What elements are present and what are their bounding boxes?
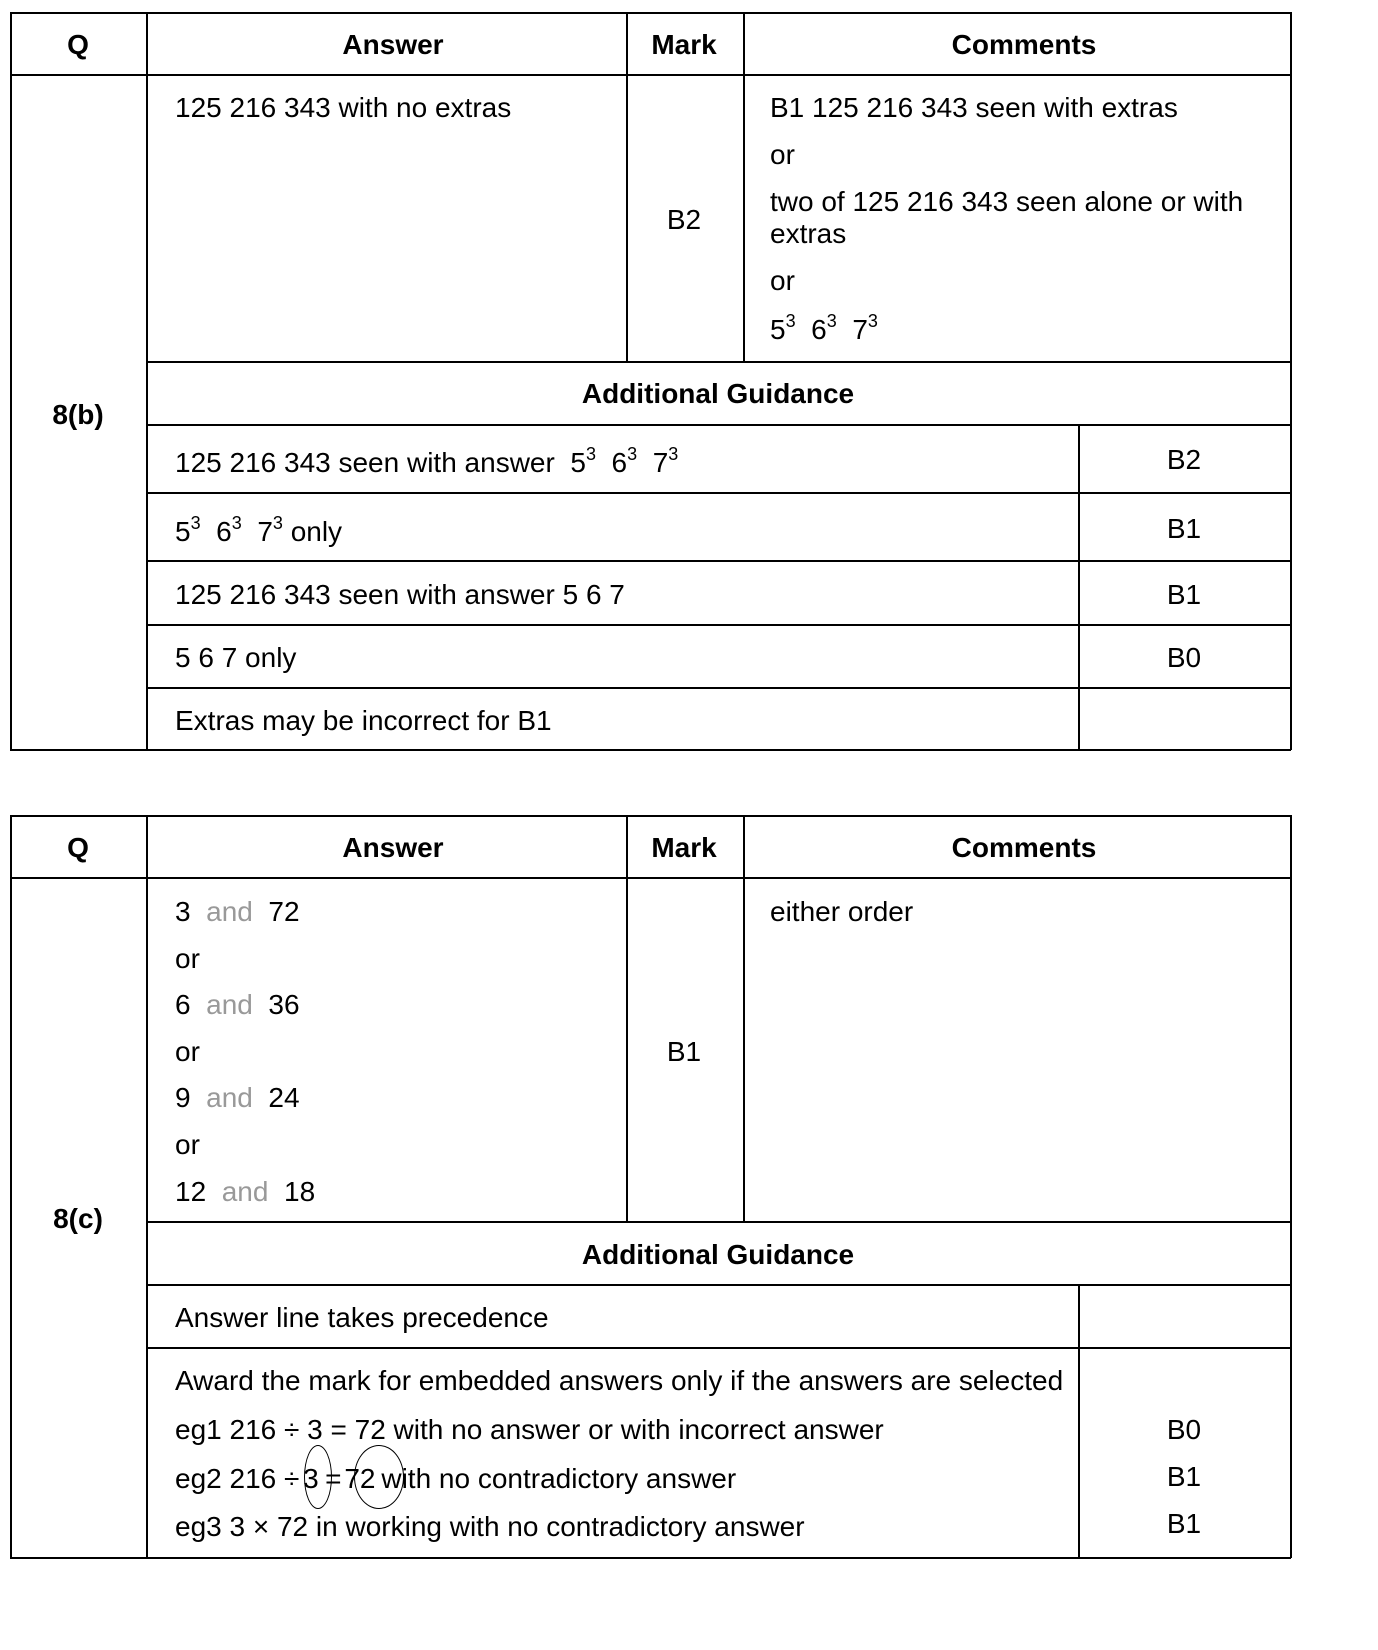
guidance-title: Additional Guidance [581,378,855,409]
power-exponent: 3 [190,513,201,533]
power-exponent: 3 [627,444,638,464]
rule [146,1221,1291,1223]
rule [10,815,12,1558]
answer-b: 36 [268,989,300,1020]
rule [146,560,1291,562]
eg2-selected-72: 72 [344,1463,376,1494]
power-exponent: 3 [272,513,283,533]
rule [146,687,1291,689]
guidance-mark: B0 [1166,642,1202,673]
example-eg2 [175,1465,736,1493]
eg2-prefix: eg2 216 ÷ [175,1463,300,1494]
power-exponent: 3 [231,513,242,533]
header-answer: Answer [342,29,444,60]
rule [146,624,1291,626]
question-number: 8(b) [52,399,104,430]
power-base: 7 [852,314,868,345]
answer-and: and [206,896,253,927]
power-base: 7 [257,516,273,547]
rule [146,1284,1291,1286]
power-base: 6 [611,447,628,478]
selection-circle [354,1445,404,1509]
answer-b: 18 [284,1176,316,1207]
comment-line: extras [770,218,847,249]
example-eg1: eg1 216 ÷ 3 = 72 with no answer or with incorrect answer [175,1414,884,1445]
guidance-text-main: 125 216 343 seen with answer [175,447,555,478]
rule [10,749,1291,751]
rule [10,12,1291,14]
answer-pair [175,991,300,1019]
comment-line: either order [770,896,914,927]
guidance-mark: B1 [1166,1461,1202,1492]
guidance-text [175,513,343,547]
guidance-text [175,444,679,478]
answer-a: 9 [175,1082,191,1113]
answer-or: or [175,1036,200,1067]
rule [626,815,628,1222]
answer-pair [175,898,300,926]
guidance-title: Additional Guidance [581,1239,855,1270]
example-eg3: eg3 3 × 72 in working with no contradictory answer [175,1511,805,1542]
power-exponent: 3 [826,311,837,331]
comment-or: or [770,139,795,170]
rule [146,492,1291,494]
header-answer: Answer [342,832,444,863]
answer-and: and [206,989,253,1020]
header-q: Q [67,832,89,863]
answer-b: 72 [268,896,300,927]
guidance-text: 125 216 343 seen with answer 5 6 7 [175,579,625,610]
rule [146,1347,1291,1349]
guidance-text: Extras may be incorrect for B1 [175,705,552,736]
header-comments: Comments [951,29,1097,60]
answer-or: or [175,1129,200,1160]
rule [626,12,628,362]
answer-a: 12 [175,1176,207,1207]
guidance-mark: B1 [1166,579,1202,610]
guidance-intro: Award the mark for embedded answers only if the answers are selected [175,1365,1064,1396]
comment-or: or [770,265,795,296]
answer-or: or [175,943,200,974]
rule [1078,1284,1080,1558]
power-exponent: 3 [585,444,596,464]
rule [1290,815,1292,1558]
header-mark: Mark [651,832,717,863]
answer-a: 6 [175,989,191,1020]
power-base: 6 [216,516,232,547]
mark-scheme-table-8b [10,12,1368,749]
guidance-mark: B1 [1166,513,1202,544]
guidance-mark: B2 [1166,444,1202,475]
guidance-mark: B1 [1166,1508,1202,1539]
selection-circle [304,1445,332,1509]
eg2-equals: = [325,1463,342,1494]
mark-scheme-table-8c [10,815,1368,1560]
header-q: Q [67,29,89,60]
answer-pair [175,1084,300,1112]
question-number: 8(c) [53,1203,103,1234]
mark-value: B1 [666,1036,702,1067]
guidance-text: 5 6 7 only [175,642,297,673]
answer-a: 3 [175,896,191,927]
power-base: 5 [770,314,786,345]
rule [10,877,1291,879]
header-comments: Comments [951,832,1097,863]
rule [10,815,1291,817]
rule [146,361,1291,363]
answer-pair [175,1178,315,1206]
guidance-suffix: only [290,516,343,547]
comment-powers [770,311,878,345]
guidance-mark: B0 [1166,1414,1202,1445]
answer-and: and [206,1082,253,1113]
rule [10,1557,1291,1559]
power-exponent: 3 [668,444,679,464]
eg2-suffix: with no contradictory answer [381,1463,737,1494]
header-mark: Mark [651,29,717,60]
power-exponent: 3 [867,311,878,331]
rule [743,815,745,1222]
rule [743,12,745,362]
comment-line: two of 125 216 343 seen alone or with [770,186,1244,217]
power-base: 7 [652,447,669,478]
answer-text: 125 216 343 with no extras [175,92,512,123]
answer-and: and [221,1176,269,1207]
power-base: 5 [175,516,191,547]
eg2-selected-3: 3 [303,1463,319,1494]
rule [146,424,1291,426]
power-exponent: 3 [785,311,796,331]
rule [10,74,1291,76]
rule [146,12,148,750]
rule [146,815,148,1558]
power-base: 6 [811,314,827,345]
rule [1078,424,1080,750]
guidance-text: Answer line takes precedence [175,1302,549,1333]
comment-line: B1 125 216 343 seen with extras [770,92,1178,123]
answer-b: 24 [268,1082,300,1113]
mark-value: B2 [666,204,702,235]
rule [10,12,12,750]
rule [1290,12,1292,750]
power-base: 5 [570,447,586,478]
